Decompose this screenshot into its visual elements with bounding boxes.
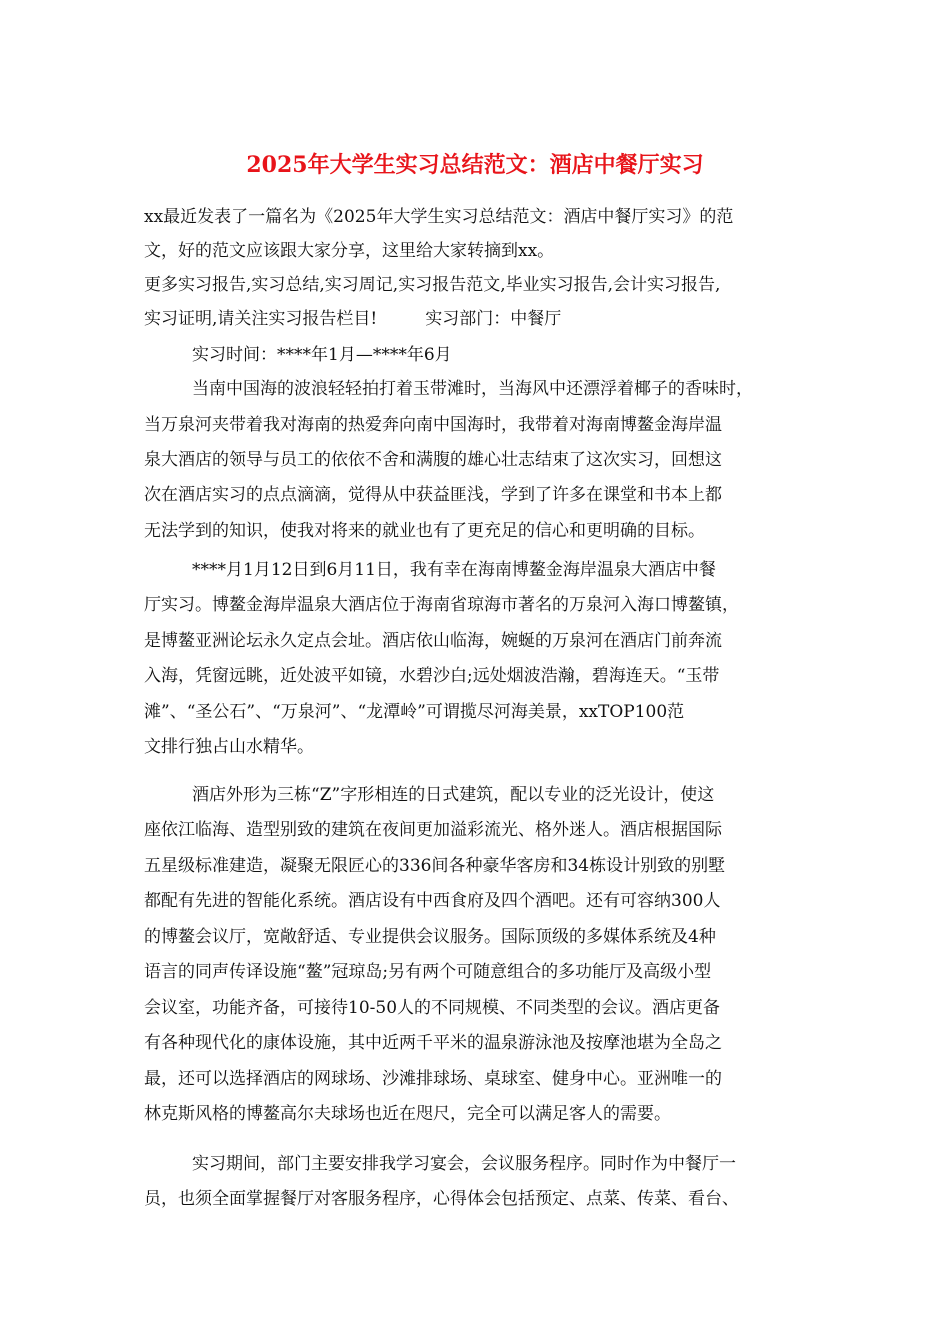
paragraph-line: 更多实习报告,实习总结,实习周记,实习报告范文,毕业实习报告,会计实习报告,	[144, 275, 721, 295]
paragraph-line: 文排行独占山水精华。	[144, 737, 314, 757]
paragraph-line: 五星级标准建造，凝聚无限匠心的336间各种豪华客房和34栋设计别致的别墅	[144, 856, 726, 876]
internship-department: 实习部门：中餐厅	[425, 309, 562, 329]
paragraph-line: 都配有先进的智能化系统。酒店设有中西食府及四个酒吧。还有可容纳300人	[144, 891, 721, 911]
paragraph-line: 的博鳌会议厅，宽敞舒适、专业提供会议服务。国际顶级的多媒体系统及4种	[144, 927, 716, 947]
paragraph-line: 林克斯风格的博鳌高尔夫球场也近在咫尺，完全可以满足客人的需要。	[144, 1104, 671, 1124]
paragraph-line: 酒店外形为三栋“Z”字形相连的日式建筑，配以专业的泛光设计，使这	[192, 785, 715, 805]
paragraph-line: 实习期间，部门主要安排我学习宴会，会议服务程序。同时作为中餐厅一	[192, 1154, 736, 1174]
paragraph-line: ****月1月12日到6月11日，我有幸在海南博鳌金海岸温泉大酒店中餐	[192, 560, 716, 580]
paragraph-line: 滩”、“圣公石”、“万泉河”、“龙潭岭”可谓揽尽河海美景，xxTOP100范	[144, 702, 685, 722]
internship-period: 实习时间：****年1月—****年6月	[192, 345, 452, 365]
paragraph-line: 厅实习。博鳌金海岸温泉大酒店位于海南省琼海市著名的万泉河入海口博鳌镇，	[144, 595, 739, 615]
document-title: 2025年大学生实习总结范文：酒店中餐厅实习	[246, 152, 704, 178]
paragraph-line: 最，还可以选择酒店的网球场、沙滩排球场、桌球室、健身中心。亚洲唯一的	[144, 1069, 722, 1089]
paragraph-line: 入海，凭窗远眺，近处波平如镜，水碧沙白;远处烟波浩瀚，碧海连天。“玉带	[144, 666, 720, 686]
paragraph-line: 当万泉河夹带着我对海南的热爱奔向南中国海时，我带着对海南博鳌金海岸温	[144, 415, 722, 435]
paragraph-line: 语言的同声传译设施“鳌”冠琼岛;另有两个可随意组合的多功能厅及高级小型	[144, 962, 712, 982]
paragraph-line: xx最近发表了一篇名为《2025年大学生实习总结范文：酒店中餐厅实习》的范	[144, 207, 734, 227]
paragraph-line: 文，好的范文应该跟大家分享，这里给大家转摘到xx。	[144, 241, 555, 261]
paragraph-line: 次在酒店实习的点点滴滴，觉得从中获益匪浅，学到了许多在课堂和书本上都	[144, 485, 722, 505]
section-note: 实习证明,请关注实习报告栏目!	[144, 309, 378, 329]
paragraph-line: 是博鳌亚洲论坛永久定点会址。酒店依山临海，婉蜒的万泉河在酒店门前奔流	[144, 631, 722, 651]
paragraph-line: 当南中国海的波浪轻轻拍打着玉带滩时，当海风中还漂浮着椰子的香味时，	[192, 379, 753, 399]
paragraph-line: 有各种现代化的康体设施，其中近两千平米的温泉游泳池及按摩池堪为全岛之	[144, 1033, 722, 1053]
paragraph-line: 座依江临海、造型别致的建筑在夜间更加溢彩流光、格外迷人。酒店根据国际	[144, 820, 722, 840]
paragraph-line: 无法学到的知识，使我对将来的就业也有了更充足的信心和更明确的目标。	[144, 521, 705, 541]
paragraph-line	[144, 306, 561, 332]
paragraph-line: 泉大酒店的领导与员工的依依不舍和满腹的雄心壮志结束了这次实习，回想这	[144, 450, 722, 470]
paragraph-line: 员，也须全面掌握餐厅对客服务程序，心得体会包括预定、点菜、传菜、看台、	[144, 1189, 739, 1209]
paragraph-line: 会议室，功能齐备，可接待10-50人的不同规模、不同类型的会议。酒店更备	[144, 998, 721, 1018]
